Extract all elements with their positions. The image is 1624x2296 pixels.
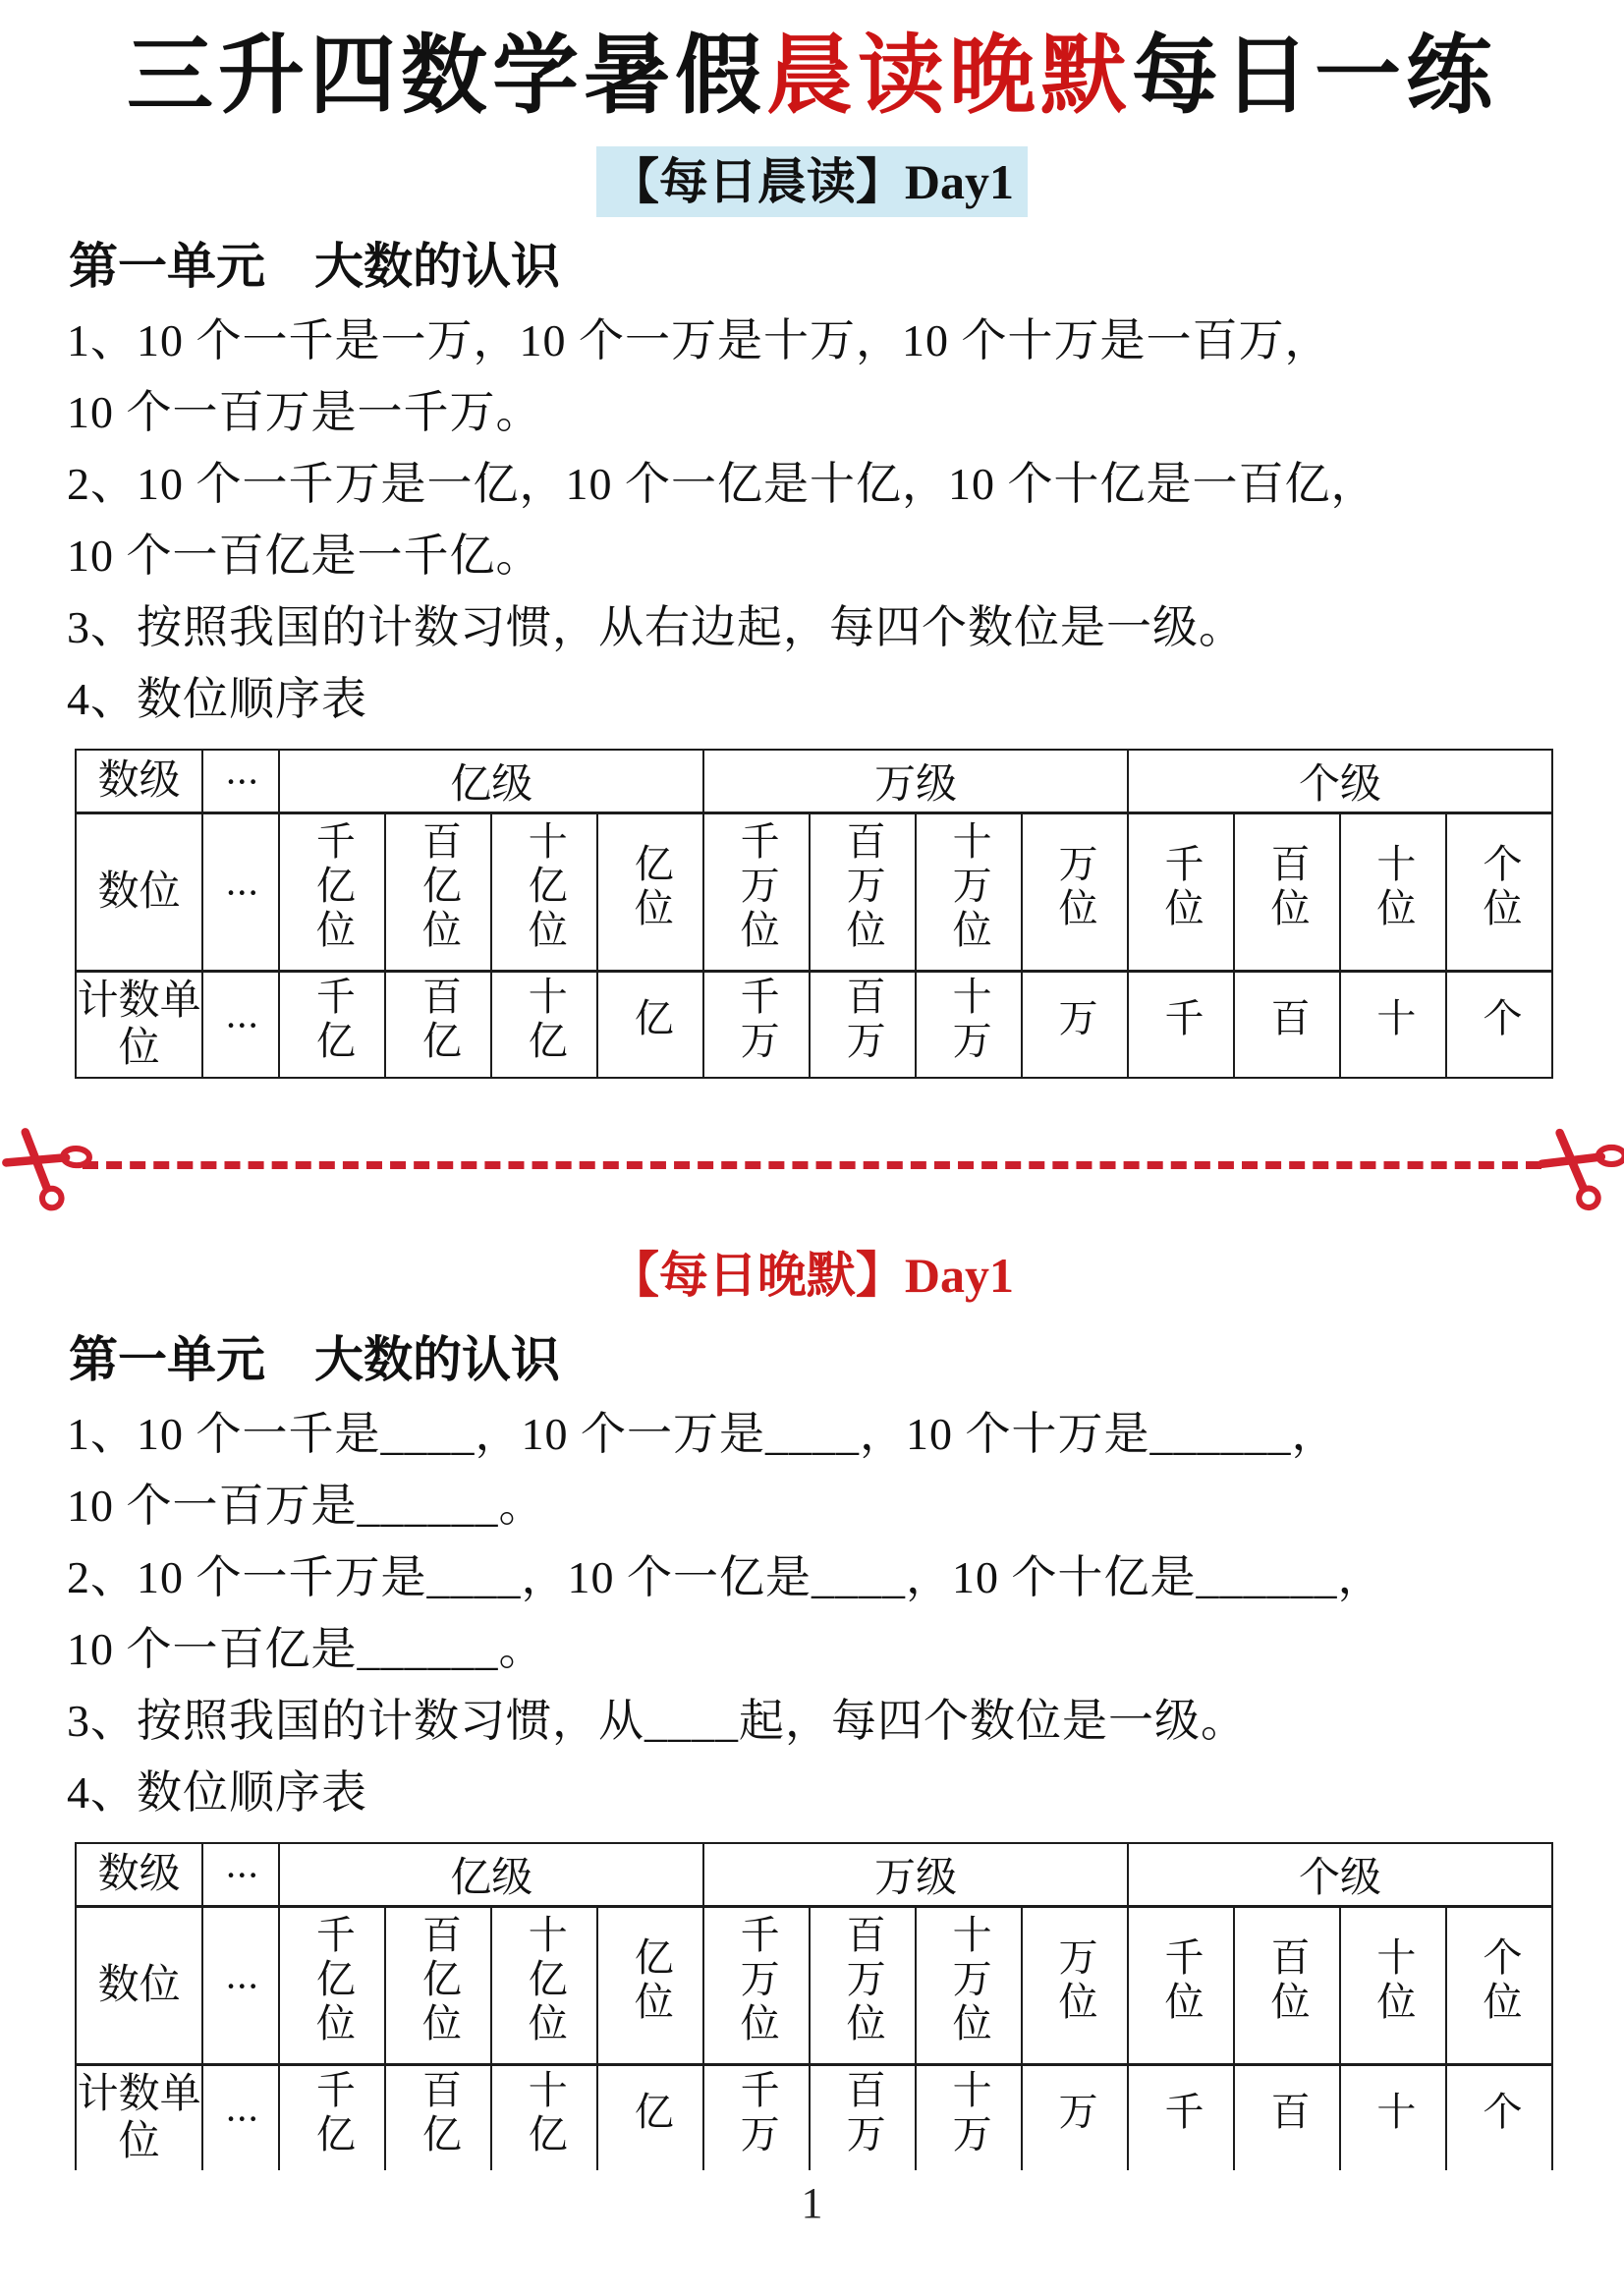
digit-row-ellipsis: ··· [202, 813, 279, 972]
unit-cell [279, 972, 385, 1079]
unit-cell [1234, 972, 1340, 1079]
digit-cell-text: 万位 [1053, 1935, 1098, 2025]
digit-cell-text: 百万位 [841, 1914, 886, 2047]
unit-cell-text: 万 [1053, 2091, 1098, 2136]
morning-section-header [0, 146, 1624, 217]
unit-cell-text: 千亿 [310, 2068, 356, 2157]
morning-line-5: 3、按照我国的计数习惯，从右边起，每四个数位是一级。 [67, 602, 1245, 653]
digit-cell-text: 百亿位 [417, 820, 462, 954]
digit-cell-text: 万位 [1053, 842, 1098, 931]
unit-cell [703, 2065, 810, 2171]
digit-cell [1234, 813, 1340, 972]
morning-unit-title: 第一单元 大数的认识 [69, 239, 560, 295]
table-row [76, 972, 1552, 1079]
unit-cell [597, 972, 703, 1079]
unit-cell [385, 2065, 491, 2171]
digit-cell-text: 千万位 [735, 1914, 780, 2047]
unit-cell [279, 2065, 385, 2171]
unit-cell-text: 百万 [841, 975, 886, 1064]
unit-cell [810, 2065, 916, 2171]
digit-cell-text: 千亿位 [310, 820, 356, 954]
digit-cell-text: 百位 [1264, 842, 1310, 931]
morning-line-1: 1、10 个一千是一万，10 个一万是十万，10 个十万是一百万， [67, 315, 1331, 366]
level-group-ge: 个级 [1128, 750, 1552, 813]
digit-cell-text: 千亿位 [310, 1914, 356, 2047]
digit-cell [1234, 1907, 1340, 2065]
level-group-yi: 亿级 [279, 750, 703, 813]
table-row [76, 1843, 1552, 1907]
digit-cell-text: 十万位 [947, 820, 992, 954]
unit-cell-text: 千万 [735, 975, 780, 1064]
digit-cell [1128, 813, 1234, 972]
digit-row-label: 数位 [76, 813, 202, 972]
scissors-icon-left [0, 1112, 97, 1217]
unit-cell [1022, 972, 1128, 1079]
unit-cell [1022, 2065, 1128, 2171]
digit-cell [1446, 813, 1552, 972]
digit-cell-text: 千位 [1158, 842, 1204, 931]
unit-cell-text: 十 [1371, 2091, 1416, 2136]
page-title [39, 28, 1585, 127]
digit-cell [385, 813, 491, 972]
unit-cell-text: 十亿 [523, 2068, 568, 2157]
morning-line-2: 10 个一百万是一千万。 [67, 387, 542, 438]
unit-cell [916, 2065, 1022, 2171]
digit-cell-text: 亿位 [629, 842, 674, 931]
title-part-emphasis: 晨读晚默 [765, 29, 1132, 125]
unit-cell-text: 亿 [629, 2091, 674, 2136]
evening-place-value-table [75, 1842, 1553, 2170]
digit-cell-text: 千万位 [735, 820, 780, 954]
unit-cell-text: 万 [1053, 997, 1098, 1042]
unit-row-ellipsis: ··· [202, 2065, 279, 2171]
digit-cell [597, 1907, 703, 2065]
morning-line-4: 10 个一百亿是一千亿。 [67, 531, 542, 582]
digit-cell [703, 813, 810, 972]
unit-cell-text: 十万 [947, 2068, 992, 2157]
table-row [76, 1907, 1552, 2065]
title-part-left: 三升四数学暑假 [126, 29, 766, 125]
evening-line-3: 2、10 个一千万是____，10 个一亿是____，10 个十亿是______， [67, 1552, 1384, 1603]
evening-unit-title: 第一单元 大数的认识 [69, 1332, 560, 1388]
evening-line-6: 4、数位顺序表 [67, 1767, 367, 1819]
evening-line-4: 10 个一百亿是______。 [67, 1624, 545, 1675]
digit-cell [279, 813, 385, 972]
digit-cell [385, 1907, 491, 2065]
unit-cell [703, 972, 810, 1079]
digit-cell [1446, 1907, 1552, 2065]
digit-cell [279, 1907, 385, 2065]
unit-cell-text: 千万 [735, 2068, 780, 2157]
cut-line [6, 1124, 1618, 1206]
level-row-ellipsis: ··· [202, 1843, 279, 1907]
digit-cell [810, 813, 916, 972]
unit-cell [916, 972, 1022, 1079]
table-row [76, 813, 1552, 972]
digit-cell-text: 百位 [1264, 1935, 1310, 2025]
cut-dash-line [83, 1161, 1541, 1169]
unit-cell [1340, 2065, 1446, 2171]
scissors-icon-right [1528, 1113, 1624, 1218]
level-group-yi: 亿级 [279, 1843, 703, 1907]
digit-cell-text: 十位 [1371, 842, 1416, 931]
level-group-ge: 个级 [1128, 1843, 1552, 1907]
digit-cell [1340, 1907, 1446, 2065]
digit-cell [916, 813, 1022, 972]
digit-row-label: 数位 [76, 1907, 202, 2065]
unit-cell-text: 百 [1264, 2091, 1310, 2136]
digit-cell-text: 个位 [1477, 842, 1522, 931]
digit-cell-text: 百亿位 [417, 1914, 462, 2047]
digit-cell-text: 十亿位 [523, 820, 568, 954]
title-part-right: 每日一练 [1132, 29, 1498, 125]
digit-cell [491, 813, 597, 972]
unit-row-label: 计数单位 [76, 972, 202, 1079]
unit-cell [385, 972, 491, 1079]
morning-line-6: 4、数位顺序表 [67, 674, 367, 725]
morning-line-3: 2、10 个一千万是一亿，10 个一亿是十亿，10 个十亿是一百亿， [67, 459, 1377, 510]
unit-cell [810, 972, 916, 1079]
unit-cell [491, 2065, 597, 2171]
unit-row-ellipsis: ··· [202, 972, 279, 1079]
unit-cell-text: 千 [1158, 2091, 1204, 2136]
unit-cell-text: 十 [1371, 997, 1416, 1042]
table-row [76, 750, 1552, 813]
unit-cell [1234, 2065, 1340, 2171]
unit-cell [1446, 972, 1552, 1079]
morning-place-value-table [75, 749, 1553, 1079]
level-row-label: 数级 [76, 1843, 202, 1907]
table-row [76, 2065, 1552, 2171]
level-group-wan: 万级 [703, 1843, 1128, 1907]
digit-cell [597, 813, 703, 972]
level-group-wan: 万级 [703, 750, 1128, 813]
unit-cell-text: 个 [1477, 2091, 1522, 2136]
digit-cell-text: 十亿位 [523, 1914, 568, 2047]
unit-cell-text: 十亿 [523, 975, 568, 1064]
level-row-label: 数级 [76, 750, 202, 813]
digit-cell [810, 1907, 916, 2065]
evening-line-5: 3、按照我国的计数习惯，从____起，每四个数位是一级。 [67, 1696, 1247, 1747]
digit-cell [1128, 1907, 1234, 2065]
digit-cell-text: 十位 [1371, 1935, 1416, 2025]
page-number: 1 [801, 2179, 823, 2228]
digit-cell [1340, 813, 1446, 972]
unit-row-label: 计数单位 [76, 2065, 202, 2171]
unit-cell [1446, 2065, 1552, 2171]
digit-cell-text: 千位 [1158, 1935, 1204, 2025]
evening-section-header [0, 1240, 1624, 1311]
digit-cell [916, 1907, 1022, 2065]
unit-cell-text: 亿 [629, 997, 674, 1042]
evening-line-2: 10 个一百万是______。 [67, 1481, 545, 1532]
level-row-ellipsis: ··· [202, 750, 279, 813]
unit-cell-text: 千 [1158, 997, 1204, 1042]
digit-cell-text: 十万位 [947, 1914, 992, 2047]
morning-header-text: 【每日晨读】Day1 [596, 146, 1028, 217]
digit-cell-text: 亿位 [629, 1935, 674, 2025]
evening-header-text: 【每日晚默】Day1 [609, 1248, 1015, 1304]
unit-cell [491, 972, 597, 1079]
digit-cell [491, 1907, 597, 2065]
unit-cell-text: 百万 [841, 2068, 886, 2157]
digit-cell-text: 百万位 [841, 820, 886, 954]
evening-line-1: 1、10 个一千是____，10 个一万是____，10 个十万是______， [67, 1409, 1338, 1460]
digit-cell [1022, 1907, 1128, 2065]
unit-cell [1128, 972, 1234, 1079]
digit-cell-text: 个位 [1477, 1935, 1522, 2025]
unit-cell [1340, 972, 1446, 1079]
unit-cell-text: 百亿 [417, 2068, 462, 2157]
unit-cell [1128, 2065, 1234, 2171]
unit-cell [597, 2065, 703, 2171]
digit-row-ellipsis: ··· [202, 1907, 279, 2065]
unit-cell-text: 百亿 [417, 975, 462, 1064]
digit-cell [1022, 813, 1128, 972]
unit-cell-text: 百 [1264, 997, 1310, 1042]
unit-cell-text: 千亿 [310, 975, 356, 1064]
unit-cell-text: 个 [1477, 997, 1522, 1042]
digit-cell [703, 1907, 810, 2065]
unit-cell-text: 十万 [947, 975, 992, 1064]
